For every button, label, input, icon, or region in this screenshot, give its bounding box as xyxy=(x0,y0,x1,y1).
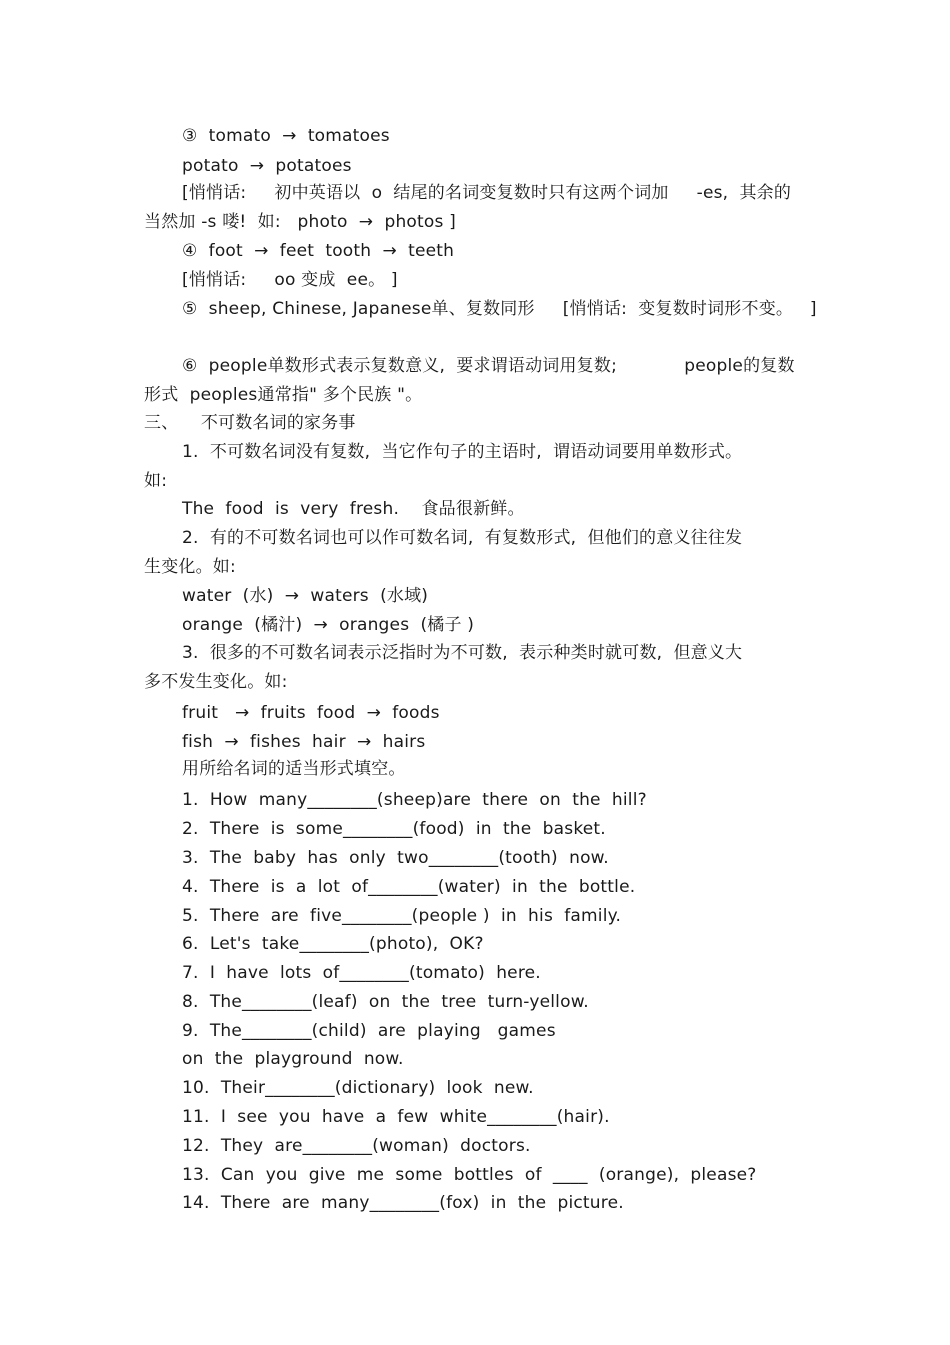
exercise-instruction: 用所给名词的适当形式填空。 xyxy=(182,759,406,779)
exercise-item-9: 9. The________(child) are playing games xyxy=(182,1021,556,1041)
section-3-point-1-line-2: 如: xyxy=(144,471,168,491)
exercise-item-5: 5. There are five________(people ) in his family. xyxy=(182,906,622,926)
exercise-item-4: 4. There is a lot of________(water) in the bottle. xyxy=(182,877,636,897)
section-3-point-3-line-1: 3. 很多的不可数名词表示泛指时为不可数, 表示种类时就可数, 但意义大 xyxy=(182,643,743,663)
section-3-point-3-line-2: 多不发生变化。如: xyxy=(144,672,288,692)
rule-6-line-1: ⑥ people单数形式表示复数意义, 要求谓语动词用复数; people的复数 xyxy=(182,356,795,376)
exercise-item-13: 13. Can you give me some bottles of ____ (orange), please? xyxy=(182,1165,757,1185)
exercise-item-6: 6. Let's take________(photo), OK? xyxy=(182,934,484,954)
exercise-item-10: 10. Their________(dictionary) look new. xyxy=(182,1078,534,1098)
section-3-point-3-example-1: fruit → fruits food → foods xyxy=(182,703,440,723)
section-3-point-3-example-2: fish → fishes hair → hairs xyxy=(182,732,426,752)
section-3-point-2-example-1: water (水) → waters (水域) xyxy=(182,586,429,606)
exercise-item-14: 14. There are many________(fox) in the picture. xyxy=(182,1193,624,1213)
section-3-point-1-example: The food is very fresh. 食品很新鲜。 xyxy=(182,499,525,519)
exercise-item-11: 11. I see you have a few white________(hair). xyxy=(182,1107,610,1127)
exercise-item-3: 3. The baby has only two________(tooth) now. xyxy=(182,848,609,868)
section-3-point-2-example-2: orange (橘汁) → oranges (橘子 ) xyxy=(182,615,475,635)
section-3-point-1-line-1: 1. 不可数名词没有复数, 当它作句子的主语时, 谓语动词要用单数形式。 xyxy=(182,442,743,462)
exercise-item-12: 12. They are________(woman) doctors. xyxy=(182,1136,531,1156)
exercise-item-7: 7. I have lots of________(tomato) here. xyxy=(182,963,541,983)
rule-3-tip-line-2: 当然加 -s 喽! 如: photo → photos ] xyxy=(144,212,456,232)
exercise-item-1: 1. How many________(sheep)are there on the hill? xyxy=(182,790,647,810)
rule-3-tip-line-1: [悄悄话: 初中英语以 o 结尾的名词变复数时只有这两个词加 -es, 其余的 xyxy=(182,183,792,203)
section-3-point-2-line-2: 生变化。如: xyxy=(144,557,236,577)
rule-5-line-1: ⑤ sheep, Chinese, Japanese单、复数同形 [悄悄话: 变复数时词形不变。 ] xyxy=(182,299,817,319)
exercise-item-8: 8. The________(leaf) on the tree turn-yellow. xyxy=(182,992,589,1012)
rule-6-line-2: 形式 peoples通常指" 多个民族 "。 xyxy=(144,385,423,405)
exercise-item-9-continued: on the playground now. xyxy=(182,1049,404,1069)
rule-3-line-2: potato → potatoes xyxy=(182,156,352,176)
rule-4-line-1: ④ foot → feet tooth → teeth xyxy=(182,241,455,261)
section-3-heading: 三、 不可数名词的家务事 xyxy=(144,413,356,433)
rule-4-tip: [悄悄话: oo 变成 ee。 ] xyxy=(182,270,398,290)
exercise-item-2: 2. There is some________(food) in the basket. xyxy=(182,819,606,839)
rule-3-line-1: ③ tomato → tomatoes xyxy=(182,126,390,146)
section-3-point-2-line-1: 2. 有的不可数名词也可以作可数名词, 有复数形式, 但他们的意义往往发 xyxy=(182,528,743,548)
